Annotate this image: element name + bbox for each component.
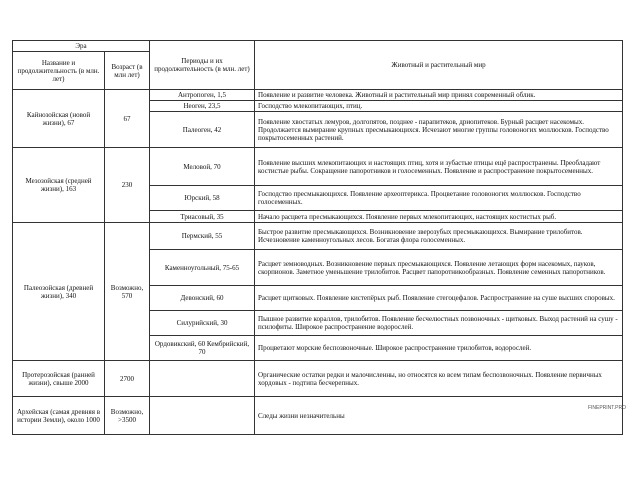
era-name-cenozoic: Кайнозойская (новой жизни), 67: [13, 90, 105, 148]
period-life: Начало расцвета пресмыкающихся. Появление первых млекопитающих, настоящих костистых рыб.: [255, 211, 623, 223]
watermark-stamp: FINEPRINT.PRO: [587, 405, 626, 411]
period-life: Появление высших млекопитающих и настоящих птиц, хотя и зубастые птицы ещё распространены. Преобладают костистые рыбы. Сокращение папоротников и голосеменных. Появление и распространение покрытосеменных.: [255, 148, 623, 186]
period-name: [150, 361, 255, 397]
period-name: Триасовый, 35: [150, 211, 255, 223]
era-age-paleozoic: Возможно, 570: [105, 223, 150, 361]
header-era: Эра: [13, 41, 150, 52]
period-name: [150, 397, 255, 435]
period-name: Каменноугольный, 75-65: [150, 250, 255, 286]
period-life: Процветают морские беспозвоночные. Широкое распространение трилобитов, водорослей.: [255, 336, 623, 361]
header-age: Возраст (в млн лет): [105, 52, 150, 90]
era-name-archean: Архейская (самая древняя в истории Земли), около 1000: [13, 397, 105, 435]
period-life: Появление и развитие человека. Животный и растительный мир принял современный облик.: [255, 90, 623, 101]
period-name: Неоген, 23,5: [150, 101, 255, 112]
period-life: Быстрое развитие пресмыкающихся. Возникновение зверозубых пресмыкающихся. Вымирание трилобитов. Исчезновение каменноугольных лесов. Богатая флора голосеменных.: [255, 223, 623, 250]
period-name: Юрский, 58: [150, 186, 255, 211]
period-name: Силурийский, 30: [150, 311, 255, 336]
period-name: Палеоген, 42: [150, 112, 255, 148]
era-name-proterozoic: Протерозойская (ранней жизни), свыше 2000: [13, 361, 105, 397]
period-life: Расцвет щитковых. Появление кистепёрых рыб. Появление стегоцефалов. Распространение на суше высших споровых.: [255, 286, 623, 311]
period-life: Расцвет земноводных. Возникновение первых пресмыкающихся. Появление летающих форм насекомых, пауков, скорпионов. Заметное уменьшение трилобитов. Расцвет папоротникообразных. Появление семенных папоротников.: [255, 250, 623, 286]
era-age-cenozoic: 67: [105, 90, 150, 148]
era-age-proterozoic: 2700: [105, 361, 150, 397]
geochronology-table: [12, 40, 623, 435]
period-life: Пышное развитие кораллов, трилобитов. Появление бесчелюстных позвоночных - щитковых. Выход растений на сушу - псилофиты. Широкое распространение водорослей.: [255, 311, 623, 336]
period-name: Ордовикский, 60 Кембрийский, 70: [150, 336, 255, 361]
period-name: Антропоген, 1,5: [150, 90, 255, 101]
header-era-name: Название и продолжительность (в млн. лет): [13, 52, 105, 90]
era-age-archean: Возможно, >3500: [105, 397, 150, 435]
era-name-mesozoic: Мезозойская (средней жизни), 163: [13, 148, 105, 223]
period-life: Появление хвостатых лемуров, долгопятов, позднее - парапитеков, дриопитеков. Бурный расцвет насекомых. Продолжается вымирание крупных пресмыкающихся. Исчезают многие группы головоногих моллюсков. Господство покрытосеменных растений.: [255, 112, 623, 148]
era-name-paleozoic: Палеозойская (древней жизни), 340: [13, 223, 105, 361]
era-age-mesozoic: 230: [105, 148, 150, 223]
header-periods: Периоды и их продолжительность (в млн. лет): [150, 41, 255, 90]
period-name: Пермский, 55: [150, 223, 255, 250]
period-life: Господство пресмыкающихся. Появление археоптерикса. Процветание головоногих моллюсков. Господство голосеменных.: [255, 186, 623, 211]
period-life: Следы жизни незначительны: [255, 397, 623, 435]
period-life: Органические остатки редки и малочисленны, но относятся ко всем типам беспозвоночных. Появление первичных хордовых - подтипа бесчерепных.: [255, 361, 623, 397]
period-life: Господство млекопитающих, птиц.: [255, 101, 623, 112]
period-name: Меловой, 70: [150, 148, 255, 186]
period-name: Девонский, 60: [150, 286, 255, 311]
header-life: Животный и растительный мир: [255, 41, 623, 90]
